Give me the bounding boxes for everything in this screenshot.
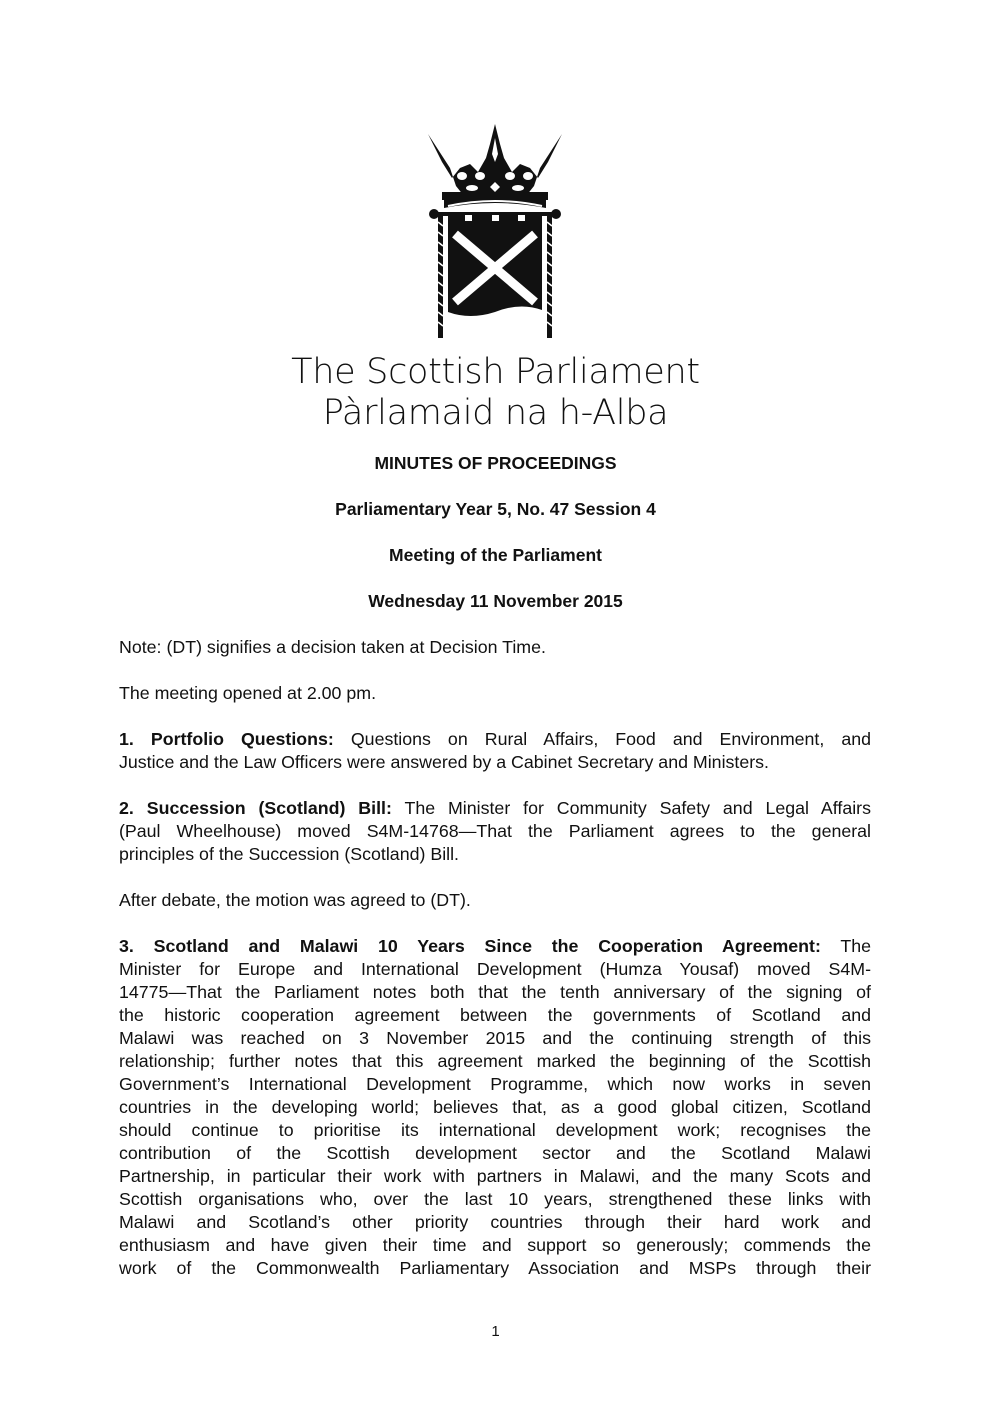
meeting-heading: Meeting of the Parliament <box>389 545 602 565</box>
date-heading: Wednesday 11 November 2015 <box>368 591 623 611</box>
document-title: MINUTES OF PROCEEDINGS <box>374 453 617 473</box>
page-number: 1 <box>491 1323 500 1340</box>
item-title: 3. Scotland and Malawi 10 Years Since the Cooperation Agreement: <box>119 936 821 956</box>
meeting-opened-paragraph: The meeting opened at 2.00 pm. <box>119 683 377 703</box>
item-3-scotland-malawi: 3. Scotland and Malawi 10 Years Since the Cooperation Agreement: The Minister for Europe and International Development (Humza Yousaf) moved S4M- 14775—That the Parliament notes both that the tenth anniversary of the signing of the historic cooperation agreement between the governments of Scotland and Malawi was reached on 3 November 2015 and the continuing strength of this relationship; further notes that this agreement marked the beginning of the Scottish Government’s International Development Programme, which now works in seven countries in the developing world; believes that, as a good global citizen, Scotland should continue to prioritise its international development work; recognises the contribution of the Scottish development sector and the Scotland Malawi Partnership, in particular their work with partners in Malawi, and the many Scots and Scottish organisations who, over the last 10 years, strengthened these links with Malawi and Scotland’s other priority countries through their hard work and enthusiasm and have given their time and support so generously; commends the work of the Commonwealth Parliamentary Association and MSPs through their <box>119 936 871 1278</box>
item-1-portfolio-questions: 1. Portfolio Questions: Questions on Rural Affairs, Food and Environment, and Justice and the Law Officers were answered by a Cabinet Secretary and Ministers. <box>119 729 871 772</box>
item-title: 1. Portfolio Questions: <box>119 729 334 749</box>
note-paragraph: Note: (DT) signifies a decision taken at Decision Time. <box>119 637 546 657</box>
item-title: 2. Succession (Scotland) Bill: <box>119 798 392 818</box>
item-2-succession-bill: 2. Succession (Scotland) Bill: The Minister for Community Safety and Legal Affairs (Paul Wheelhouse) moved S4M-14768—That the Parliament agrees to the general principles of the Succession (Scotland) Bill. <box>119 798 871 864</box>
scottish-parliament-crest-icon <box>420 116 570 340</box>
item-2-outcome: After debate, the motion was agreed to (DT). <box>119 890 471 910</box>
year-session-heading: Parliamentary Year 5, No. 47 Session 4 <box>335 499 656 519</box>
wordmark-english: The Scottish Parliament <box>291 352 700 392</box>
wordmark-gaelic: Pàrlamaid na h-Alba <box>322 393 669 433</box>
